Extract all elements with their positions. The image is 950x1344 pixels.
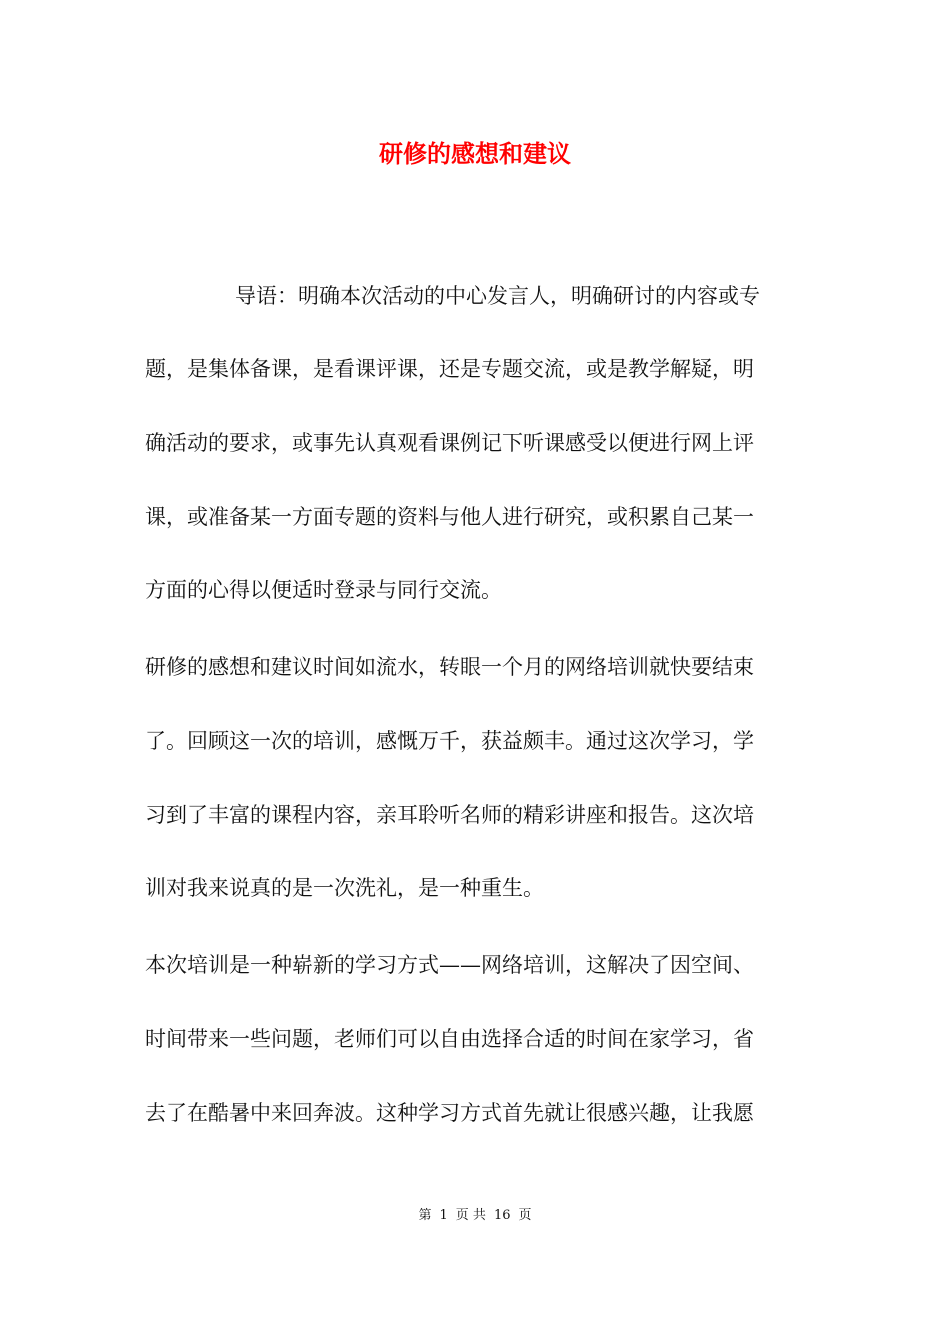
paragraph-line: 研修的感想和建议时间如流水，转眼一个月的网络培训就快要结束 — [145, 655, 754, 679]
paragraph-line: 训对我来说真的是一次洗礼，是一种重生。 — [145, 876, 544, 900]
paragraph-line: 去了在酷暑中来回奔波。这种学习方式首先就让很感兴趣，让我愿 — [145, 1101, 754, 1125]
total-pages-number: 16 — [493, 1208, 511, 1223]
paragraph-line: 时间带来一些问题，老师们可以自由选择合适的时间在家学习，省 — [145, 1027, 754, 1051]
page-footer — [0, 1206, 950, 1226]
paragraph-line: 本次培训是一种崭新的学习方式——网络培训，这解决了因空间、 — [145, 953, 754, 977]
paragraph-line: 方面的心得以便适时登录与同行交流。 — [145, 578, 502, 602]
document-title: 研修的感想和建议 — [379, 140, 571, 168]
paragraph-line: 习到了丰富的课程内容，亲耳聆听名师的精彩讲座和报告。这次培 — [145, 803, 754, 827]
paragraph-line: 题，是集体备课，是看课评课，还是专题交流，或是教学解疑，明 — [145, 357, 754, 381]
paragraph-line: 了。回顾这一次的培训，感慨万千，获益颇丰。通过这次学习，学 — [145, 729, 754, 753]
paragraph-line: 导语：明确本次活动的中心发言人，明确研讨的内容或专 — [235, 284, 760, 308]
paragraph-line: 确活动的要求，或事先认真观看课例记下听课感受以便进行网上评 — [145, 431, 754, 455]
paragraph-line: 课，或准备某一方面专题的资料与他人进行研究，或积累自己某一 — [145, 505, 754, 529]
current-page-number: 1 — [439, 1208, 448, 1223]
footer-prefix: 第 — [418, 1208, 432, 1223]
footer-mid: 页 共 — [455, 1208, 486, 1223]
footer-suffix: 页 — [518, 1208, 532, 1223]
